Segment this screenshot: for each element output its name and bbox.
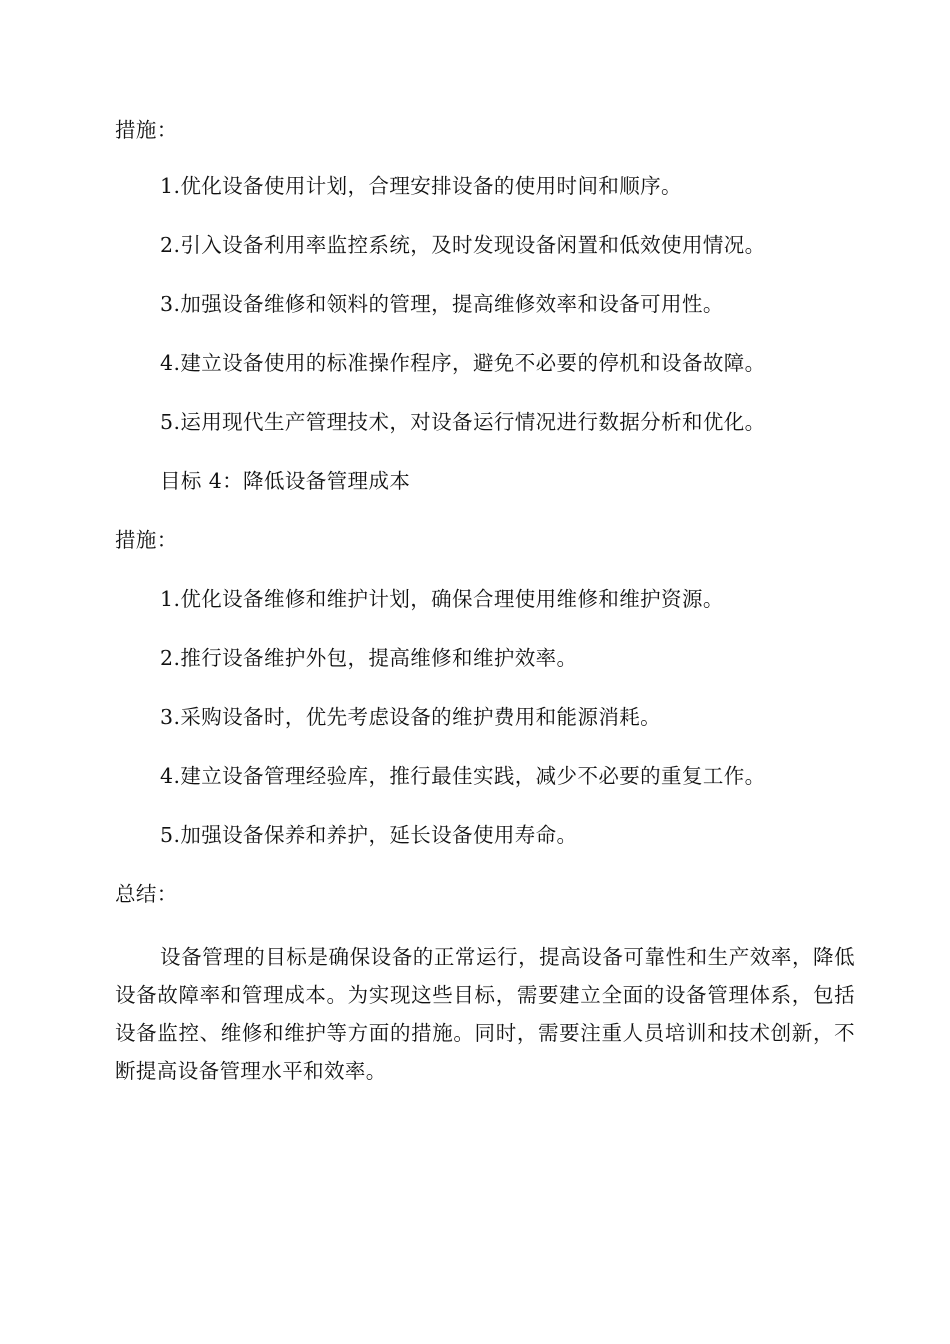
measure-item: 5.加强设备保养和养护，延长设备使用寿命。 xyxy=(160,823,578,847)
goal-title: 目标 4：降低设备管理成本 xyxy=(160,469,411,493)
measure-item: 5.运用现代生产管理技术，对设备运行情况进行数据分析和优化。 xyxy=(160,410,766,434)
measure-item: 2.引入设备利用率监控系统，及时发现设备闲置和低效使用情况。 xyxy=(160,233,766,257)
summary-heading: 总结： xyxy=(115,882,178,906)
measure-item: 3.采购设备时，优先考虑设备的维护费用和能源消耗。 xyxy=(160,705,662,729)
measure-item: 1.优化设备使用计划，合理安排设备的使用时间和顺序。 xyxy=(160,174,682,198)
measure-item: 3.加强设备维修和领料的管理，提高维修效率和设备可用性。 xyxy=(160,292,724,316)
measures-heading: 措施： xyxy=(115,528,178,552)
measure-item: 4.建立设备使用的标准操作程序，避免不必要的停机和设备故障。 xyxy=(160,351,766,375)
measure-item: 1.优化设备维修和维护计划，确保合理使用维修和维护资源。 xyxy=(160,587,724,611)
measure-item: 4.建立设备管理经验库，推行最佳实践，减少不必要的重复工作。 xyxy=(160,764,766,788)
summary-paragraph: 设备管理的目标是确保设备的正常运行，提高设备可靠性和生产效率，降低设备故障率和管理成本。为实现这些目标，需要建立全面的设备管理体系，包括设备监控、维修和维护等方面的措施。同时，需要注重人员培训和技术创新，不断提高设备管理水平和效率。 xyxy=(115,945,855,1083)
measures-heading: 措施： xyxy=(115,118,178,142)
measure-item: 2.推行设备维护外包，提高维修和维护效率。 xyxy=(160,646,578,670)
